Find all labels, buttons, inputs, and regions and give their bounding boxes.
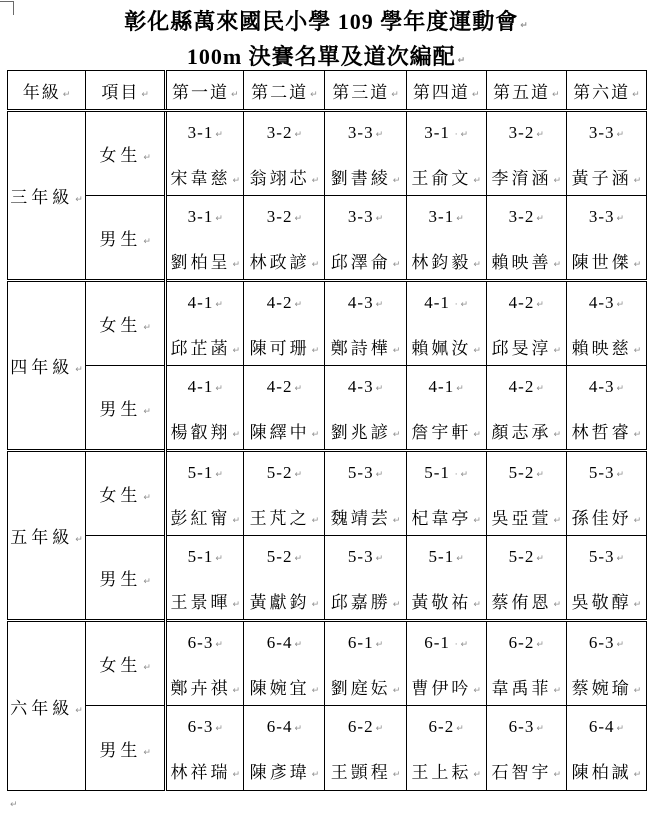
lane-cell: [166, 281, 244, 366]
lane-cell: [566, 111, 646, 196]
lane-cell: [325, 281, 406, 366]
col-header-category-label: 項目 ↵: [101, 83, 149, 102]
lane-cell: [325, 366, 406, 451]
category-label: 男生 ↵: [99, 400, 151, 419]
lane-cell: [406, 451, 486, 536]
lane-cell: [486, 111, 566, 196]
row-grade4-boys: [8, 366, 647, 451]
category-label: 女生 ↵: [99, 486, 151, 505]
lane-cell: [325, 196, 406, 281]
grade-label: 六年級 ↵: [10, 699, 83, 718]
row-grade3-girls: [8, 111, 647, 196]
runner-name: 黃敬祐 ↵: [407, 593, 486, 615]
runner-name: 彭紅甯 ↵: [167, 509, 243, 531]
document-header: [0, 6, 652, 76]
category-cell: [86, 111, 166, 196]
col-header-lane-5-label: 第五道 ↵: [493, 83, 560, 102]
runner-class: 4-3 ↵: [567, 377, 646, 399]
runner-name: 邱旻淳 ↵: [487, 339, 566, 361]
lane-cell: [406, 281, 486, 366]
grade-cell: [8, 621, 86, 791]
lane-cell: [325, 111, 406, 196]
category-label: 女生 ↵: [99, 656, 151, 675]
runner-class: 6-2 ↵: [407, 717, 486, 739]
runner-class: 6-4 ↵: [244, 633, 324, 655]
runner-name: 陳柏誠 ↵: [567, 763, 646, 785]
runner-name: 李淯涵 ↵: [487, 169, 566, 191]
lane-cell: [166, 536, 244, 621]
runner-name: 魏靖芸 ↵: [325, 509, 405, 531]
category-label: 男生 ↵: [99, 741, 151, 760]
runner-class: 5-1 · ↵: [407, 463, 486, 485]
lane-cell: [406, 706, 486, 791]
lane-cell: [244, 536, 325, 621]
row-grade5-girls: [8, 451, 647, 536]
runner-class: 6-4 ↵: [244, 717, 324, 739]
lane-cell: [566, 706, 646, 791]
col-header-lane-6-label: 第六道 ↵: [573, 83, 640, 102]
runner-class: 5-2 ↵: [487, 547, 566, 569]
col-header-grade-label: 年級 ↵: [23, 83, 71, 102]
runner-name: 宋韋慈 ↵: [167, 169, 243, 191]
lane-cell: [566, 281, 646, 366]
runner-name: 顏志承 ↵: [487, 423, 566, 445]
runner-class: 5-3 ↵: [325, 463, 405, 485]
row-grade6-girls: [8, 621, 647, 706]
runner-class: 4-2 ↵: [487, 377, 566, 399]
col-header-lane-4: [406, 71, 486, 111]
col-header-lane-6: [566, 71, 646, 111]
runner-name: 林政諺 ↵: [244, 253, 324, 275]
runner-name: 陳繹中 ↵: [244, 423, 324, 445]
runner-name: 王景暉 ↵: [167, 593, 243, 615]
runner-class: 4-3 ↵: [325, 377, 405, 399]
runner-class: 4-1 · ↵: [407, 293, 486, 315]
document-subtitle: 100m 決賽名單及道次編配 ↵: [0, 42, 652, 76]
col-header-lane-2: [244, 71, 325, 111]
runner-class: 4-2 ↵: [244, 377, 324, 399]
lane-cell: [166, 451, 244, 536]
runner-name: 陳世傑 ↵: [567, 253, 646, 275]
runner-class: 6-2 ↵: [325, 717, 405, 739]
runner-name: 陳婉宜 ↵: [244, 679, 324, 701]
runner-class: 6-3 ↵: [167, 633, 243, 655]
lane-cell: [486, 451, 566, 536]
lane-cell: [244, 706, 325, 791]
lane-cell: [566, 621, 646, 706]
col-header-lane-1-label: 第一道 ↵: [172, 83, 239, 102]
row-grade5-boys: [8, 536, 647, 621]
runner-class: 4-2 ↵: [244, 293, 324, 315]
runner-class: 4-1 ↵: [167, 377, 243, 399]
grade-label: 三年級 ↵: [10, 188, 83, 207]
runner-class: 5-2 ↵: [244, 547, 324, 569]
lane-cell: [566, 196, 646, 281]
grade-cell: [8, 281, 86, 451]
runner-name: 陳可珊 ↵: [244, 339, 324, 361]
grade-cell: [8, 111, 86, 281]
runner-name: 蔡婉瑜 ↵: [567, 679, 646, 701]
category-cell: [86, 536, 166, 621]
runner-class: 3-2 ↵: [487, 123, 566, 145]
runner-name: 賴映慈 ↵: [567, 339, 646, 361]
runner-class: 4-3 ↵: [567, 293, 646, 315]
lane-cell: [166, 111, 244, 196]
table-header: [8, 71, 647, 111]
runner-class: 3-3 ↵: [325, 207, 405, 229]
lane-cell: [244, 196, 325, 281]
runner-class: 4-2 ↵: [487, 293, 566, 315]
runner-name: 陳彥瑋 ↵: [244, 763, 324, 785]
runner-name: 杞韋亭 ↵: [407, 509, 486, 531]
runner-name: 邱芷菡 ↵: [167, 339, 243, 361]
lane-cell: [406, 536, 486, 621]
runner-name: 林祥瑞 ↵: [167, 763, 243, 785]
runner-class: 3-1 ↵: [407, 207, 486, 229]
col-header-lane-4-label: 第四道 ↵: [413, 83, 480, 102]
lane-cell: [406, 366, 486, 451]
category-cell: [86, 706, 166, 791]
runner-name: 王芃之 ↵: [244, 509, 324, 531]
schedule-table: [7, 70, 647, 791]
lane-cell: [406, 196, 486, 281]
runner-name: 劉庭妘 ↵: [325, 679, 405, 701]
runner-name: 賴姵汝 ↵: [407, 339, 486, 361]
lane-cell: [566, 366, 646, 451]
runner-class: 6-2 ↵: [487, 633, 566, 655]
runner-name: 孫佳妤 ↵: [567, 509, 646, 531]
runner-class: 6-3 ↵: [487, 717, 566, 739]
runner-name: 楊叡翔 ↵: [167, 423, 243, 445]
runner-name: 吳亞萱 ↵: [487, 509, 566, 531]
runner-name: 黃獻鈞 ↵: [244, 593, 324, 615]
lane-cell: [325, 706, 406, 791]
runner-class: 6-3 ↵: [567, 633, 646, 655]
runner-class: 5-3 ↵: [325, 547, 405, 569]
row-grade3-boys: [8, 196, 647, 281]
runner-name: 賴映善 ↵: [487, 253, 566, 275]
category-cell: [86, 196, 166, 281]
runner-class: 5-2 ↵: [244, 463, 324, 485]
lane-cell: [566, 451, 646, 536]
runner-class: 4-1 ↵: [167, 293, 243, 315]
runner-name: 王上耘 ↵: [407, 763, 486, 785]
col-header-lane-1: [166, 71, 244, 111]
runner-class: 6-1 ↵: [325, 633, 405, 655]
category-cell: [86, 621, 166, 706]
grade-label: 四年級 ↵: [10, 358, 83, 377]
runner-name: 劉柏呈 ↵: [167, 253, 243, 275]
runner-class: 3-2 ↵: [244, 123, 324, 145]
runner-name: 王俞文 ↵: [407, 169, 486, 191]
runner-name: 劉兆諺 ↵: [325, 423, 405, 445]
col-header-lane-2-label: 第二道 ↵: [251, 83, 318, 102]
lane-cell: [325, 451, 406, 536]
col-header-lane-3: [325, 71, 406, 111]
col-header-lane-3-label: 第三道 ↵: [332, 83, 399, 102]
document-title: 彰化縣萬來國民小學 109 學年度運動會 ↵: [0, 6, 652, 42]
paragraph-mark-icon: ↵: [10, 800, 18, 810]
col-header-category: [86, 71, 166, 111]
category-cell: [86, 281, 166, 366]
runner-class: 6-4 ↵: [567, 717, 646, 739]
runner-name: 鄭詩樺 ↵: [325, 339, 405, 361]
lane-cell: [244, 451, 325, 536]
runner-class: 5-1 ↵: [407, 547, 486, 569]
lane-cell: [566, 536, 646, 621]
runner-name: 林鈞毅 ↵: [407, 253, 486, 275]
runner-name: 蔡侑恩 ↵: [487, 593, 566, 615]
lane-cell: [486, 536, 566, 621]
runner-name: 王顗程 ↵: [325, 763, 405, 785]
grade-label: 五年級 ↵: [10, 528, 83, 547]
lane-cell: [166, 706, 244, 791]
lane-cell: [244, 366, 325, 451]
row-grade6-boys: [8, 706, 647, 791]
runner-class: 5-3 ↵: [567, 547, 646, 569]
lane-cell: [406, 621, 486, 706]
runner-class: 6-1 · ↵: [407, 633, 486, 655]
lane-cell: [166, 196, 244, 281]
runner-class: 5-1 ↵: [167, 463, 243, 485]
lane-cell: [244, 111, 325, 196]
row-grade4-girls: [8, 281, 647, 366]
lane-cell: [486, 621, 566, 706]
runner-class: 4-1 ↵: [407, 377, 486, 399]
runner-name: 曹伊吟 ↵: [407, 679, 486, 701]
lane-cell: [325, 621, 406, 706]
runner-name: 詹宇軒 ↵: [407, 423, 486, 445]
category-cell: [86, 451, 166, 536]
lane-cell: [486, 706, 566, 791]
runner-class: 3-3 ↵: [325, 123, 405, 145]
lane-cell: [244, 621, 325, 706]
category-label: 女生 ↵: [99, 316, 151, 335]
runner-class: 3-2 ↵: [487, 207, 566, 229]
runner-name: 韋禹菲 ↵: [487, 679, 566, 701]
lane-cell: [166, 366, 244, 451]
runner-name: 吳敬醇 ↵: [567, 593, 646, 615]
runner-name: 林哲睿 ↵: [567, 423, 646, 445]
runner-name: 黃子涵 ↵: [567, 169, 646, 191]
lane-cell: [166, 621, 244, 706]
runner-name: 邱澤侖 ↵: [325, 253, 405, 275]
runner-class: 3-1 ↵: [167, 123, 243, 145]
category-label: 男生 ↵: [99, 570, 151, 589]
grade-cell: [8, 451, 86, 621]
category-label: 女生 ↵: [99, 146, 151, 165]
lane-cell: [406, 111, 486, 196]
runner-class: 3-2 ↵: [244, 207, 324, 229]
col-header-lane-5: [486, 71, 566, 111]
runner-class: 3-3 ↵: [567, 123, 646, 145]
runner-name: 鄭卉祺 ↵: [167, 679, 243, 701]
runner-name: 邱嘉勝 ↵: [325, 593, 405, 615]
lane-cell: [486, 196, 566, 281]
lane-cell: [486, 281, 566, 366]
table-body: [8, 111, 647, 791]
runner-class: 5-1 ↵: [167, 547, 243, 569]
runner-class: 5-3 ↵: [567, 463, 646, 485]
runner-name: 劉書綾 ↵: [325, 169, 405, 191]
runner-class: 4-3 ↵: [325, 293, 405, 315]
runner-class: 3-3 ↵: [567, 207, 646, 229]
runner-class: 3-1 · ↵: [407, 123, 486, 145]
runner-class: 5-2 ↵: [487, 463, 566, 485]
lane-cell: [325, 536, 406, 621]
runner-name: 翁翊芯 ↵: [244, 169, 324, 191]
col-header-grade: [8, 71, 86, 111]
runner-name: 石智宇 ↵: [487, 763, 566, 785]
category-cell: [86, 366, 166, 451]
category-label: 男生 ↵: [99, 230, 151, 249]
lane-cell: [486, 366, 566, 451]
lane-cell: [244, 281, 325, 366]
runner-class: 3-1 ↵: [167, 207, 243, 229]
runner-class: 6-3 ↵: [167, 717, 243, 739]
header-row: [8, 71, 647, 111]
